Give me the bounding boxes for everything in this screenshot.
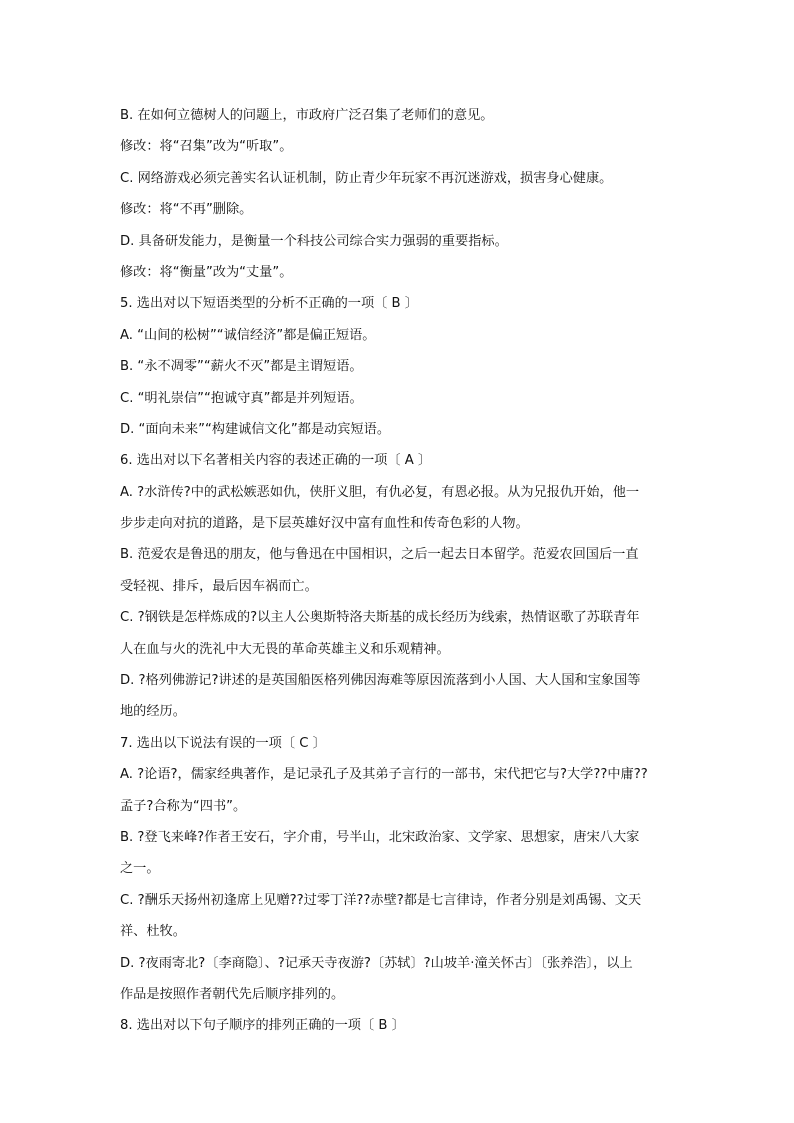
option-continuation: 受轻视、排斥，最后因车祸而亡。: [120, 578, 318, 594]
option-continuation: 祥、杜牧。: [120, 924, 186, 940]
option-line: B. ?登飞来峰?作者王安石，字介甫，号半山，北宋政治家、文学家、思想家，唐宋八大家: [120, 829, 640, 845]
revision-line: 修改：将“召集”改为“听取”。: [120, 139, 293, 155]
option-line: D. ?格列佛游记?讲述的是英国船医格列佛因海难等原因流落到小人国、大人国和宝象国等: [120, 673, 641, 689]
option-line: B. 范爱农是鲁迅的朋友，他与鲁迅在中国相识，之后一起去日本留学。范爱农回国后一直: [120, 547, 639, 563]
option-line: A. ?论语?，儒家经典著作，是记录孔子及其弟子言行的一部书，宋代把它与?大学??中庸??: [120, 767, 648, 783]
option-line: D. 具备研发能力，是衡量一个科技公司综合实力强弱的重要指标。: [120, 233, 508, 249]
question-5: 5. 选出对以下短语类型的分析不正确的一项〔 B 〕: [120, 296, 418, 312]
option-line: A. ?水浒传?中的武松嫉恶如仇，侠肝义胆，有仇必复，有恩必报。从为兄报仇开始，他一: [120, 484, 640, 500]
question-6: 6. 选出对以下名著相关内容的表述正确的一项〔 A 〕: [120, 453, 432, 469]
question-8: 8. 选出对以下句子顺序的排列正确的一项〔 B 〕: [120, 1018, 405, 1034]
option-line: C. ?酬乐天扬州初逢席上见赠??过零丁洋??赤壁?都是七言律诗，作者分别是刘禹锡、文天: [120, 892, 642, 908]
revision-line: 修改：将“不再”删除。: [120, 202, 253, 218]
question-7: 7. 选出以下说法有误的一项〔 C 〕: [120, 735, 326, 751]
document-body: [120, 100, 680, 1042]
option-line: D. ?夜雨寄北?〔李商隐〕、?记承天寺夜游?〔苏轼〕?山坡羊·潼关怀古〕〔张养浩〕，以上: [120, 955, 633, 971]
option-line: C. ?钢铁是怎样炼成的?以主人公奥斯特洛夫斯基的成长经历为线索，热情讴歌了苏联青年: [120, 610, 640, 626]
option-line: A. “山间的松树”“诚信经济”都是偏正短语。: [120, 327, 376, 343]
option-continuation: 人在血与火的洗礼中大无畏的革命英雄主义和乐观精神。: [120, 641, 450, 657]
option-continuation: 孟子?合称为“四书”。: [120, 798, 247, 814]
option-continuation: 之一。: [120, 861, 160, 877]
option-line: B. “永不凋零”“薪火不灭”都是主谓短语。: [120, 359, 363, 375]
option-line: B. 在如何立德树人的问题上，市政府广泛召集了老师们的意见。: [120, 108, 494, 123]
option-line: D. “面向未来”“构建诚信文化”都是动宾短语。: [120, 421, 391, 437]
option-continuation: 作品是按照作者朝代先后顺序排列的。: [120, 986, 345, 1002]
option-line: C. “明礼崇信”“抱诚守真”都是并列短语。: [120, 390, 363, 406]
revision-line: 修改：将“衡量”改为“丈量”。: [120, 264, 293, 280]
option-continuation: 地的经历。: [120, 704, 186, 720]
option-line: C. 网络游戏必须完善实名认证机制，防止青少年玩家不再沉迷游戏，损害身心健康。: [120, 170, 613, 186]
option-continuation: 步步走向对抗的道路，是下层英雄好汉中富有血性和传奇色彩的人物。: [120, 516, 529, 532]
